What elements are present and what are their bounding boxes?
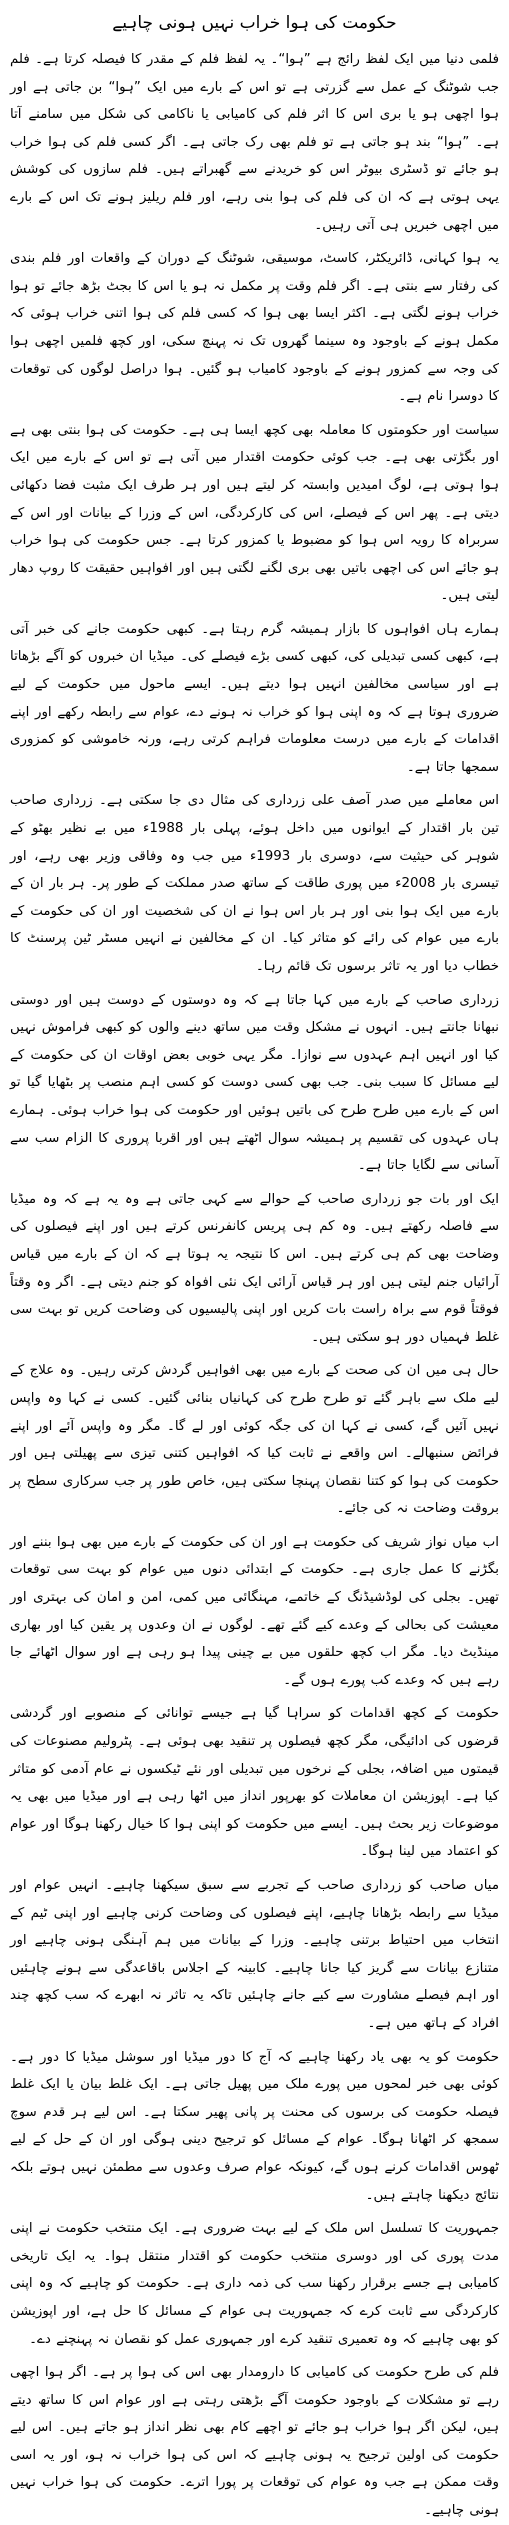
article-paragraph: ایک اور بات جو زرداری صاحب کے حوالے سے کہی جاتی ہے وہ یہ ہے کہ وہ میڈیا سے فاصلہ رکھتے ہیں۔ وہ کم ہی پریس کانفرنس کرتے ہیں اور اپنے فیصلوں کی وضاحت بھی کم ہی کرتے ہیں۔ اس کا نتیجہ یہ ہوتا ہے کہ ان کے بارے میں قیاس آرائیاں جنم لیتی ہیں اور ہر قیاس آرائی ایک نئی افواہ کو جنم دیتی ہے۔ اگر وہ وقتاً فوقتاً قوم سے براہ راست بات کریں اور اپنی پالیسیوں کی وضاحت کریں تو بہت سی غلط فہمیاں دور ہو سکتی ہیں۔	[10, 1191, 499, 1345]
article-title: حکومت کی ہوا خراب نہیں ہونی چاہیے	[112, 13, 397, 33]
article-paragraph: حال ہی میں ان کی صحت کے بارے میں بھی افواہیں گردش کرتی رہیں۔ وہ علاج کے لیے ملک سے باہر گئے تو طرح طرح کی کہانیاں بنائی گئیں۔ کسی نے کہا وہ واپس نہیں آئیں گے، کسی نے کہا ان کی جگہ کوئی اور لے گا۔ مگر وہ واپس آئے اور اپنے فرائض سنبھالے۔ اس واقعے نے ثابت کیا کہ افواہیں کتنی تیزی سے پھیلتی ہیں اور حکومت کی ہوا کو کتنا نقصان پہنچا سکتی ہیں، خاص طور پر جب سرکاری سطح پر بروقت وضاحت نہ کی جائے۔	[10, 1363, 499, 1517]
article-paragraph: حکومت کے کچھ اقدامات کو سراہا گیا ہے جیسے توانائی کے منصوبے اور گردشی قرضوں کی ادائیگی، مگر کچھ فیصلوں پر تنقید بھی ہوئی ہے۔ پٹرولیم مصنوعات کی قیمتوں میں اضافہ، بجلی کے نرخوں میں تبدیلی اور نئے ٹیکسوں نے عام آدمی کو متاثر کیا ہے۔ اپوزیشن ان معاملات کو بھرپور انداز میں اٹھا رہی ہے اور میڈیا میں بھی یہ موضوعات زیر بحث ہیں۔ ایسے میں حکومت کو اپنی ہوا کا خیال رکھنا ہوگا اور عوام کو اعتماد میں لینا ہوگا۔	[10, 1706, 499, 1860]
article-paragraph: ہمارے ہاں افواہوں کا بازار ہمیشہ گرم رہتا ہے۔ کبھی حکومت جانے کی خبر آتی ہے، کبھی کسی تبدیلی کی، کبھی کسی بڑے فیصلے کی۔ میڈیا ان خبروں کو آگے بڑھاتا ہے اور سیاسی مخالفین انہیں ہوا دیتے ہیں۔ ایسے ماحول میں حکومت کے لیے ضروری ہوتا ہے کہ وہ اپنی ہوا کو خراب نہ ہونے دے، عوام سے رابطہ رکھے اور اپنے اقدامات کے بارے میں درست معلومات فراہم کرتی رہے، ورنہ خاموشی کو کمزوری سمجھا جاتا ہے۔	[10, 621, 499, 775]
article-paragraph: زرداری صاحب کے بارے میں کہا جاتا ہے کہ وہ دوستوں کے دوست ہیں اور دوستی نبھانا جانتے ہیں۔ انہوں نے مشکل وقت میں ساتھ دینے والوں کو کبھی فراموش نہیں کیا اور انہیں اہم عہدوں سے نوازا۔ مگر یہی خوبی بعض اوقات ان کی حکومت کے لیے مسائل کا سبب بنی۔ جب بھی کسی دوست کو کسی اہم منصب پر بٹھایا گیا تو اس کے بارے میں طرح طرح کی باتیں ہوئیں اور حکومت کی ہوا خراب ہوئی۔ ہمارے ہاں عہدوں کی تقسیم پر ہمیشہ سوال اٹھتے ہیں اور اقربا پروری کا الزام سب سے آسانی سے لگایا جاتا ہے۔	[10, 992, 499, 1174]
article-paragraph: فلمی دنیا میں ایک لفظ رائج ہے ”ہوا“۔ یہ لفظ فلم کے مقدر کا فیصلہ کرتا ہے۔ فلم جب شوٹنگ کے عمل سے گزرتی ہے تو اس کے بارے میں ایک ”ہوا“ بن جاتی ہے اور ہوا اچھی ہو یا بری اس کا اثر فلم کی کامیابی یا ناکامی کی شکل میں سامنے آتا ہے۔ ”ہوا“ بند ہو جاتی ہے تو فلم بھی رک جاتی ہے۔ اگر کسی فلم کی ہوا خراب ہو جائے تو ڈسٹری بیوٹر اس کو خریدنے سے گھبراتے ہیں۔ فلم سازوں کی کوشش یہی ہوتی ہے کہ ان کی فلم کی ہوا بنی رہے، اور فلم ریلیز ہونے تک اس کے بارے میں اچھی خبریں ہی آتی رہیں۔	[10, 52, 499, 233]
article-paragraph: فلم کی طرح حکومت کی کامیابی کا دارومدار بھی اس کی ہوا پر ہے۔ اگر ہوا اچھی رہے تو مشکلات کے باوجود حکومت آگے بڑھتی رہتی ہے اور عوام اس کا ساتھ دیتے ہیں، لیکن اگر ہوا خراب ہو جائے تو اچھے کام بھی نظر انداز ہو جاتے ہیں۔ اس لیے حکومت کی اولین ترجیح یہ ہونی چاہیے کہ اس کی ہوا خراب نہ ہو، اور یہ اسی وقت ممکن ہے جب وہ عوام کی توقعات پر پورا اترے۔ حکومت کی ہوا خراب نہیں ہونی چاہیے۔	[10, 2365, 499, 2519]
article-paragraph: حکومت کو یہ بھی یاد رکھنا چاہیے کہ آج کا دور میڈیا اور سوشل میڈیا کا دور ہے۔ کوئی بھی خبر لمحوں میں پورے ملک میں پھیل جاتی ہے۔ ایک غلط بیان یا ایک غلط فیصلہ حکومت کی برسوں کی محنت پر پانی پھیر سکتا ہے۔ اس لیے ہر قدم سوچ سمجھ کر اٹھانا ہوگا۔ عوام کے مسائل کو ترجیح دینی ہوگی اور ان کے حل کے لیے ٹھوس اقدامات کرنے ہوں گے، کیونکہ عوام صرف وعدوں سے مطمئن نہیں ہوتے بلکہ نتائج دیکھنا چاہتے ہیں۔	[10, 2049, 499, 2203]
article-body	[10, 46, 499, 2525]
article-paragraph: میاں صاحب کو زرداری صاحب کے تجربے سے سبق سیکھنا چاہیے۔ انہیں عوام اور میڈیا سے رابطہ بڑھانا چاہیے، اپنے فیصلوں کی وضاحت کرنی چاہیے اور اپنی ٹیم کے انتخاب میں احتیاط برتنی چاہیے۔ وزرا کے بیانات میں ہم آہنگی ہونی چاہیے اور متنازع بیانات سے گریز کیا جانا چاہیے۔ کابینہ کے اجلاس باقاعدگی سے ہونے چاہئیں اور اہم فیصلے مشاورت سے کیے جانے چاہئیں تاکہ یہ تاثر نہ ابھرے کہ سب کچھ چند افراد کے ہاتھ میں ہے۔	[10, 1878, 499, 2031]
article-paragraph: اس معاملے میں صدر آصف علی زرداری کی مثال دی جا سکتی ہے۔ زرداری صاحب تین بار اقتدار کے ایوانوں میں داخل ہوئے، پہلی بار 1988ء میں بے نظیر بھٹو کے شوہر کی حیثیت سے، دوسری بار 1993ء میں جب وہ وفاقی وزیر بھی رہے، اور تیسری بار 2008ء میں پوری طاقت کے ساتھ صدر مملکت کے طور پر۔ ہر بار ان کے بارے میں ایک ہوا بنی اور ہر بار اس ہوا نے ان کی شخصیت اور ان کی حکومت کے بارے میں عوام کی رائے کو متاثر کیا۔ ان کے مخالفین نے انہیں مسٹر ٹین پرسنٹ کا خطاب دیا اور یہ تاثر برسوں تک قائم رہا۔	[10, 793, 500, 974]
article-paragraph: یہ ہوا کہانی، ڈائریکٹر، کاسٹ، موسیقی، شوٹنگ کے دوران کے واقعات اور فلم بندی کی رفتار سے بنتی ہے۔ اگر فلم وقت پر مکمل نہ ہو یا اس کا بجٹ بڑھ جائے تو ہوا خراب ہونے لگتی ہے۔ اکثر ایسا بھی ہوا کہ کسی فلم کی ہوا اتنی خراب ہوئی کہ مکمل ہونے کے باوجود وہ سینما گھروں تک نہ پہنچ سکی، اور کچھ فلمیں اچھی ہوا کی وجہ سے کمزور ہونے کے باوجود کامیاب ہو گئیں۔ ہوا دراصل لوگوں کی توقعات کا دوسرا نام ہے۔	[10, 251, 499, 405]
article-paragraph: سیاست اور حکومتوں کا معاملہ بھی کچھ ایسا ہی ہے۔ حکومت کی ہوا بنتی بھی ہے اور بگڑتی بھی ہے۔ جب کوئی حکومت اقتدار میں آتی ہے تو اس کے بارے میں ایک ہوا ہوتی ہے، لوگ امیدیں وابستہ کر لیتے ہیں اور ہر طرف ایک مثبت فضا دکھائی دیتی ہے۔ پھر اس کے فیصلے، اس کی کارکردگی، اس کے وزرا کے بیانات اور اس کے سربراہ کا رویہ اس ہوا کو مضبوط یا کمزور کرتا ہے۔ جس حکومت کی ہوا خراب ہو جائے اس کی اچھی باتیں بھی بری لگنے لگتی ہیں اور افواہیں حقیقت کا روپ دھار لیتی ہیں۔	[10, 422, 499, 604]
article-paragraph: اب میاں نواز شریف کی حکومت ہے اور ان کی حکومت کے بارے میں بھی ہوا بننے اور بگڑنے کا عمل جاری ہے۔ حکومت کے ابتدائی دنوں میں عوام کو بہت سی توقعات تھیں۔ بجلی کی لوڈشیڈنگ کے خاتمے، مہنگائی میں کمی، امن و امان کی بہتری اور معیشت کی بحالی کے وعدے کیے گئے تھے۔ لوگوں نے ان وعدوں پر یقین کیا اور بھاری مینڈیٹ دیا۔ مگر اب کچھ حلقوں میں بے چینی پیدا ہو رہی ہے اور سوال اٹھائے جا رہے ہیں کہ وعدے کب پورے ہوں گے۔	[10, 1534, 499, 1688]
article-paragraph: جمہوریت کا تسلسل اس ملک کے لیے بہت ضروری ہے۔ ایک منتخب حکومت نے اپنی مدت پوری کی اور دوسری منتخب حکومت کو اقتدار منتقل ہوا۔ یہ ایک تاریخی کامیابی ہے جسے برقرار رکھنا سب کی ذمہ داری ہے۔ حکومت کو چاہیے کہ وہ اپنی کارکردگی سے ثابت کرے کہ جمہوریت ہی عوام کے مسائل کا حل ہے، اور اپوزیشن کو بھی چاہیے کہ وہ تعمیری تنقید کرے اور جمہوری عمل کو نقصان نہ پہنچنے دے۔	[10, 2221, 499, 2347]
